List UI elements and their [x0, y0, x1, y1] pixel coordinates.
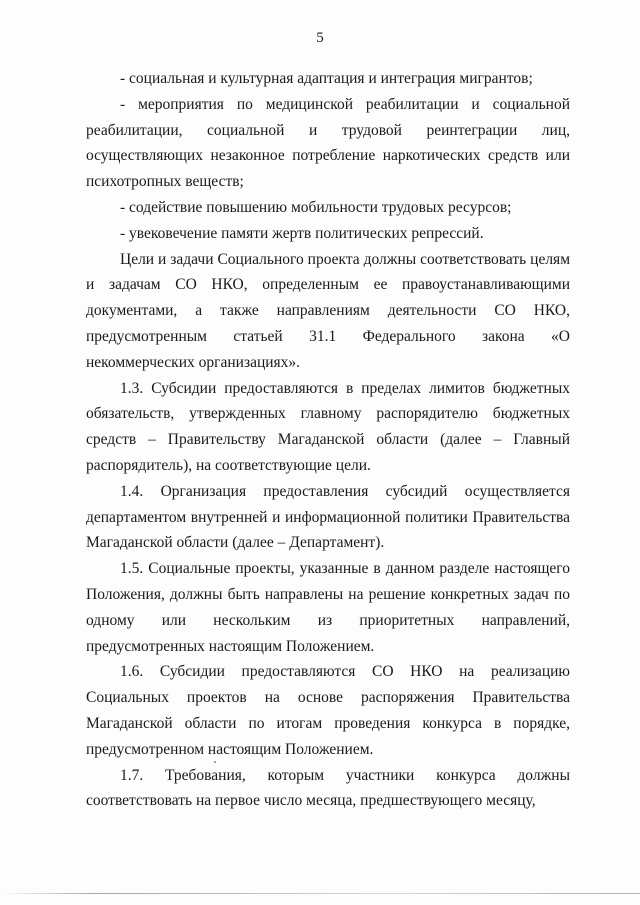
- paragraph-1-4: 1.4. Организация предоставления субсидий осуществляется департаментом внутренней и информационной политики Правительства Магаданской области (далее – Департамент).: [86, 482, 570, 552]
- list-item-rehabilitation: - мероприятия по медицинской реабилитации и социальной реабилитации, социальной и трудовой реинтеграции лиц, осуществляющих незаконное потребление наркотических средств или психотропных веществ;: [86, 95, 570, 191]
- scan-artifact-dot: [214, 761, 216, 763]
- list-item-migrants: - социальная и культурная адаптация и интеграция мигрантов;: [120, 70, 533, 87]
- paragraph-1-5: 1.5. Социальные проекты, указанные в данном разделе настоящего Положения, должны быть направлены на решение конкретных задач по одному или нескольким из приоритетных направлений, предусмотренных настоящим Положением.: [86, 560, 570, 655]
- paragraph-1-7: 1.7. Требования, которым участники конкурса должны соответствовать на первое число месяца, предшествующего месяцу,: [86, 766, 570, 810]
- list-item-labor-mobility: - содействие повышению мобильности трудовых ресурсов;: [120, 198, 512, 216]
- list-item-memory-victims: - увековечение памяти жертв политических репрессий.: [120, 224, 484, 242]
- paragraph-goals: Цели и задачи Социального проекта должны соответствовать целям и задачам СО НКО, определенным ее правоустанавливающими документами, а также направлениям деятельности СО НКО, предусмотренным статьей 31.1 Федерального закона «О некоммерческих организациях».: [86, 250, 570, 371]
- paragraph-1-3: 1.3. Субсидии предоставляются в пределах лимитов бюджетных обязательств, утвержденных главному распорядителю бюджетных средств – Правительству Магаданской области (далее – Главный распорядитель), на соответствующие цели.: [86, 379, 570, 474]
- paragraph-1-6: 1.6. Субсидии предоставляются СО НКО на реализацию Социальных проектов на основе распоряжения Правительства Магаданской области по итогам проведения конкурса в порядке, предусмотренном настоящим Положением.: [86, 663, 570, 758]
- scan-artifact-line: [0, 893, 640, 894]
- document-body: [86, 66, 570, 814]
- page-number: 5: [316, 30, 324, 46]
